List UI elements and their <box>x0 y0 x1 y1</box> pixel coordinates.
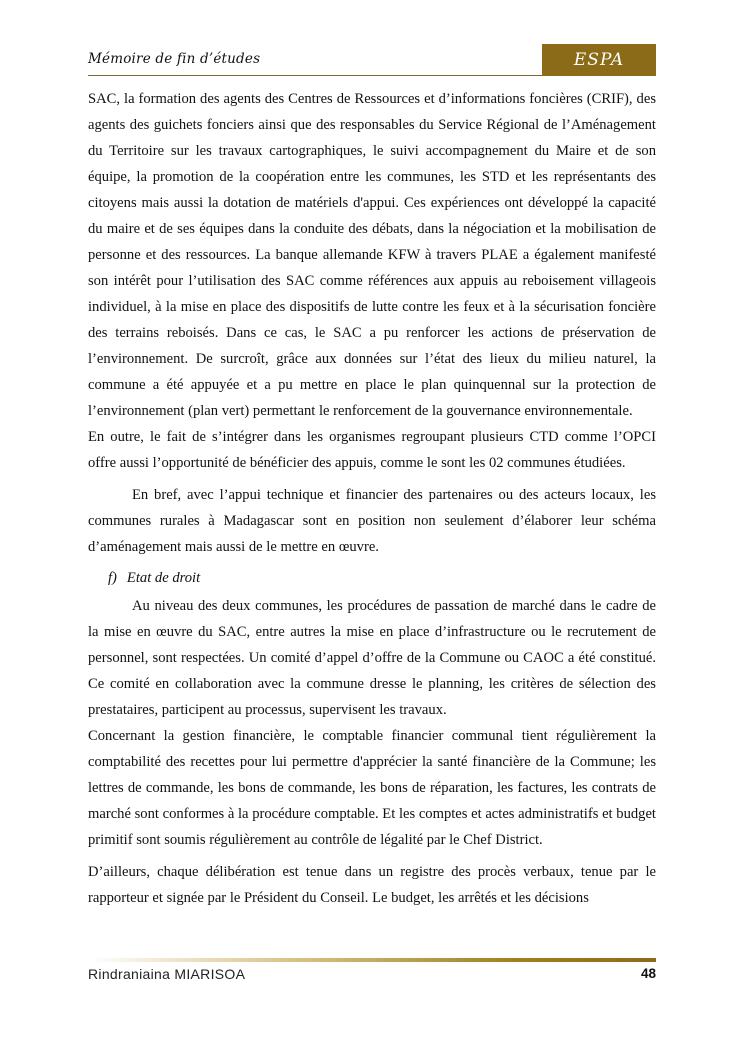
header-title: Mémoire de fin d’études <box>88 51 261 67</box>
page-number: 48 <box>640 966 656 981</box>
paragraph-opci: En outre, le fait de s’intégrer dans les organismes regroupant plusieurs CTD comme l’OPCI offre aussi l’opportunité de bénéficier des appuis, comme le sont les 02 communes étudiées. <box>88 429 656 471</box>
section-heading <box>88 566 656 590</box>
header-school-tag: ESPA <box>542 44 656 76</box>
header-rule <box>88 75 542 76</box>
body-text <box>88 86 656 911</box>
section-title: Etat de droit <box>126 570 201 586</box>
footer-author: Rindraniaina MIARISOA <box>88 966 246 982</box>
page-header <box>88 44 656 76</box>
footer-rule <box>88 958 656 962</box>
section-number: f) <box>108 570 117 586</box>
paragraph-sac-continued: SAC, la formation des agents des Centres de Ressources et d’informations foncières (CRIF), des agents des guichets fonciers ainsi que des responsables du Service Régional de l’Aménagement du Territoire sur les travaux cartographiques, le suivi accompagnement du Maire et de son équipe, la promotion de la coopération entre les communes, les STD et les représentants des citoyens mais aussi la dotation de matériels d'appui. Ces expériences ont développé la capacité du maire et de ses équipes dans la conduite des débats, dans la négociation et la mobilisation de personne et des ressources. La banque allemande KFW à travers PLAE a également manifesté son intérêt pour l’utilisation des SAC comme références aux appuis au reboisement villageois individuel, à la mise en place des dispositifs de lutte contre les feux et à la sécurisation foncière des terrains reboisés. Dans ce cas, le SAC a pu renforcer les actions de préservation de l’environnement. De surcroît, grâce aux données sur l’état des lieux du milieu naturel, la commune a été appuyée et a pu mettre en place le plan quinquennal sur la protection de l’environnement (plan vert) permettant le renforcement de la gouvernance environnementale. <box>88 91 656 419</box>
paragraph-en-bref: En bref, avec l’appui technique et financier des partenaires ou des acteurs locaux, les communes rurales à Madagascar sont en position non seulement d’élaborer leur schéma d’aménagement mais aussi de le mettre en œuvre. <box>88 487 656 555</box>
paragraph-passation-marche: Au niveau des deux communes, les procédures de passation de marché dans le cadre de la mise en œuvre du SAC, entre autres la mise en place d’infrastructure ou le recrutement de personnel, sont respectées. Un comité d’appel d’offre de la Commune ou CAOC a été constitué. Ce comité en collaboration avec la commune dresse le planning, les critères de sélection des prestataires, participent au processus, supervisent les travaux. <box>88 598 656 718</box>
paragraph-gestion-financiere: Concernant la gestion financière, le comptable financier communal tient régulièrement la comptabilité des recettes pour lui permettre d'apprécier la santé financière de la Commune; les lettres de commande, les bons de commande, les bons de réparation, les factures, les contrats de marché sont conformes à la procédure comptable. Et les comptes et actes administratifs et budget primitif sont soumis régulièrement au contrôle de légalité par le Chef District. <box>88 728 656 848</box>
paragraph-deliberation: D’ailleurs, chaque délibération est tenue dans un registre des procès verbaux, tenue par le rapporteur et signée par le Président du Conseil. Le budget, les arrêtés et les décisions <box>88 864 656 906</box>
